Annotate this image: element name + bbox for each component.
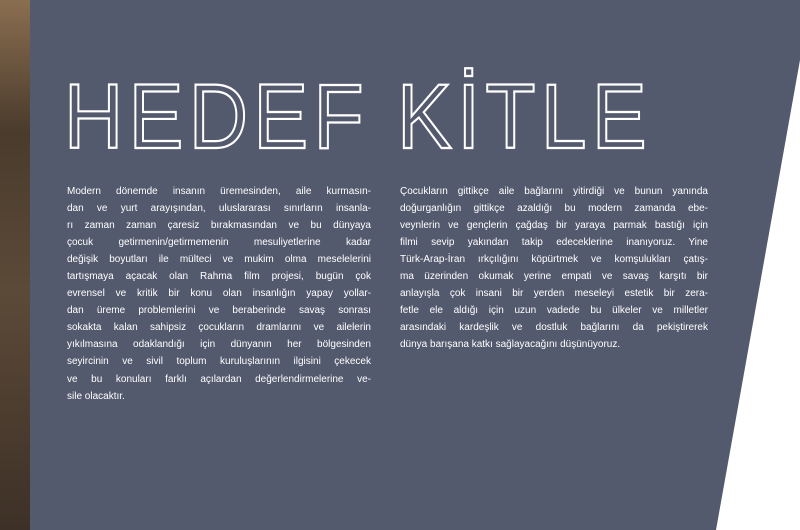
paragraph-line: Modern dönemde insanın üremesinden, aile kurmasın- [67, 186, 371, 197]
paragraph-line: dan ve yurt arayışından, uluslararası sınırların insanla- [67, 203, 371, 215]
paragraph-line: dan üreme problemlerini ve beraberinde savaş sonrası [67, 305, 371, 317]
page-title-text: HEDEF KİTLE [64, 66, 652, 168]
paragraph-line: filmi sevip yakından takip edeceklerine inanıyoruz. Yine [400, 237, 708, 249]
paragraph-line: Çocukların gittikçe aile bağlarını yitirdiği ve bunun yanında [400, 186, 708, 197]
paragraph-line: tartışmaya açacak olan Rahma film projesi, bugün çok [67, 271, 371, 283]
paragraph-line: ve bu konuları farklı açılardan değerlendirmelerine ve- [67, 373, 371, 385]
paragraph-line: yıkılmasına odaklandığı için dünyanın her bölgesinden [67, 339, 371, 351]
paragraph-line: sile olacaktır. [67, 390, 125, 402]
paragraph-line: arasındaki kardeşlik ve dostluk bağlarını da pekiştirerek [400, 322, 708, 334]
paragraph-line: seyircinin ve sivil toplum kuruluşlarının ilgisini çekecek [67, 356, 371, 368]
paragraph-line: veynlerin ve gençlerin çağdaş bir yaraya parmak bastığı için [400, 220, 708, 232]
paragraph-line: evrensel ve kritik bir konu olan insanlığın yapay yollar- [67, 288, 371, 300]
paragraph-line: değişik boyutları ile mülteci ve mukim olma meselelerini [67, 254, 371, 266]
paragraph-line: Türk-Arap-İran ırkçılığını köpürtmek ve komşulukları çatış- [400, 254, 708, 266]
paragraph-line: doğurganlığın gittikçe azaldığı bu modern zamanda ebe- [400, 203, 708, 215]
paragraph-line: sokakta kalan sahipsiz çocukların dramlarını ve ailelerin [67, 322, 371, 334]
page-title [64, 62, 704, 172]
left-text-column [67, 183, 371, 405]
paragraph-line: çocuk getirmenin/getirmemenin mesuliyetlerine kadar [67, 237, 371, 249]
right-text-column [400, 183, 708, 353]
paragraph-line: anlayışla çok insani bir yerden meseleyi estetik bir zera- [400, 288, 708, 300]
paragraph-line: rı zaman zaman çaresiz bırakmasından ve bu dünyaya [67, 220, 371, 232]
paragraph-line: dünya barışana katkı sağlayacağını düşünüyoruz. [400, 339, 621, 351]
paragraph-line: fetle ele aldığı için uzun vadede bu ülkeler ve milletler [400, 305, 708, 317]
paragraph-line: ma üzerinden okumak yerine empati ve savaş karşıtı bir [400, 271, 708, 283]
